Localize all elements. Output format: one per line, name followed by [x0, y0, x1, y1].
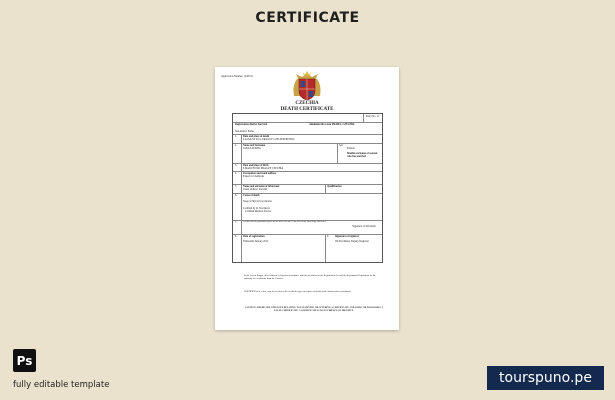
registration-date-value: Thirteenth January 2012 [243, 240, 269, 243]
registrar-signature-label: Signature of registrar [335, 235, 359, 238]
death-date-place-value: 4 AUGUST 2011, PRAGUE CZECH REPUBLIC [243, 138, 296, 141]
maiden-surname-label: Maiden surname of woman who has married [347, 152, 378, 158]
informant-address: Usual address: Karviná [243, 188, 268, 191]
registrar-name: Jiří Procházka, Deputy Registrar [335, 240, 369, 243]
sex-value: Female [347, 147, 355, 150]
birth-date-place-label: Date and place of birth [243, 164, 269, 167]
name-label: Name and Surname [243, 144, 266, 147]
brand-badge[interactable]: tourspuno.pe [487, 366, 604, 390]
certified-copy-statement: CERTIFIED to be a true copy of an entry in the certified copy of a register of deaths in the district above mentioned. [244, 291, 352, 293]
application-number: Application Number: 1458741 [221, 75, 253, 78]
registration-date-label: Date of registration [243, 235, 265, 238]
certifier-title: Certified Medical Doctor [245, 210, 272, 213]
informant-label: Name and surname of informant [243, 185, 280, 188]
death-date-place-label: Date and place of death [243, 135, 270, 138]
informant-signature-label: Signature of informant [352, 225, 376, 228]
birth-date-place-value: 8 MARCH 1991 PRAGUE CZECHIA [243, 167, 284, 170]
page-heading: CERTIFICATE [255, 10, 360, 26]
administrative-area: Administrative area PRAHA, CZECHIA [309, 123, 355, 126]
entry-number: Entry No. 11 [366, 115, 380, 118]
editable-template-label: fully editable template [13, 380, 110, 390]
certification-statement: I certify that the particulars given by me above are true to the best of my knowledge and belief [243, 221, 326, 223]
photoshop-logo-icon: Ps [13, 349, 36, 372]
sex-label: Sex [339, 144, 343, 147]
cause-of-death-value: Stage 4 Thyroid Carcinoma [243, 200, 272, 203]
caution-notice: CAUTION: THERE ARE OFFENCES RELATING TO FALSIFYING OR ALTERING A CERTIFICATE AND USING OR POSSESSING A FALSE CERTIFICATE. A CERTIFICATE IS NOT EVIDENCE OF IDENTITY. [244, 307, 384, 312]
country-name: CZECHIA [295, 101, 319, 106]
registration-district: Registration district Karviná [235, 123, 268, 126]
czech-coat-of-arms-icon [290, 70, 324, 102]
certifier-name: Certified by R. Nováková [243, 207, 270, 210]
issuance-statement: In the City of Prague, this certificate is issued in accordance with the provisions of the Registration Act and the Registration Regulations on the authority of a certificate from the Coroner. [244, 275, 376, 280]
name-value: JANA LUCKBA [243, 147, 261, 150]
occupation-label: Occupation and usual address [243, 172, 277, 175]
death-certificate-document [215, 67, 399, 330]
certificate-form-grid: Entry No. 11 Registration district Karviná Administrative area PRAHA, CZECHIA Sub-district Praha 1. Date and place of death 4 AUGUST 2011, PRAGUE CZECH REPUBLIC 2. Name and Surname JANA LUCKBA Sex Female Maiden surname of woman who has married 3. Date and place of birth 8 MARCH 1991 PRAGUE CZECHIA 4. Occupation and usual address Expert in Chemicals 5. Name and surname of informant Qualification Usual address: Karviná 6. Cause of death Stage 4 Thyroid Carcinoma Certified by R. Nováková Certified Medical Doctor 7. I certify that the particulars given by me above are true to the best of my knowledge and belief Signature of informant 8. Date of registration Thirteenth January 2012 9. Signature of registrar Jiří Procházka, Deputy Registrar [232, 113, 383, 263]
sub-district: Sub-district Praha [235, 130, 254, 133]
cause-of-death-label: Cause of death [243, 194, 260, 197]
occupation-value: Expert in Chemicals [243, 175, 265, 178]
qualification-label: Qualification [327, 185, 342, 188]
certificate-title: DEATH CERTIFICATE [280, 107, 334, 112]
